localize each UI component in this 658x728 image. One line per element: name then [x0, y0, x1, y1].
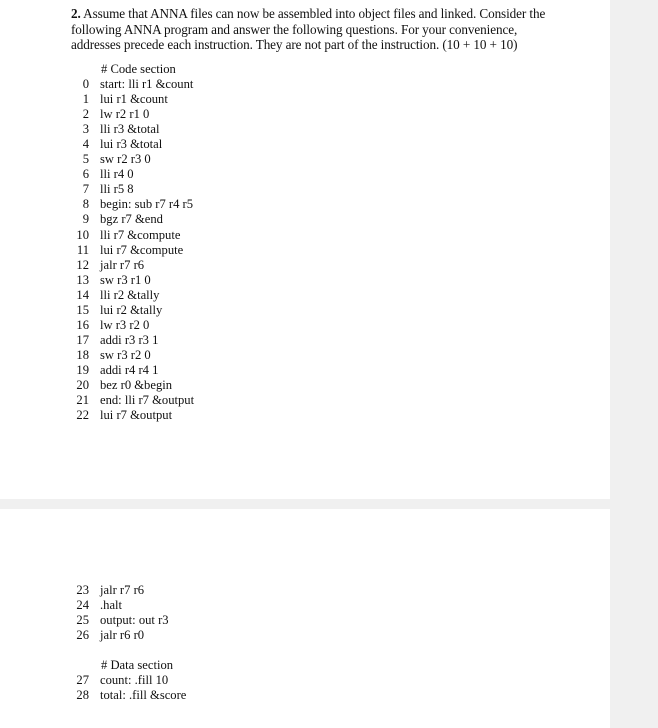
code-line [0, 598, 610, 613]
line-number: 23 [76, 583, 89, 597]
instruction: bez r0 &begin [100, 377, 173, 392]
code-line [0, 107, 610, 122]
code-line [0, 378, 610, 393]
code-line [0, 628, 610, 643]
code-line [0, 303, 610, 318]
code-line [0, 137, 610, 152]
code-line [0, 273, 610, 288]
code-line [0, 212, 610, 227]
code-line [0, 167, 610, 182]
line-number: 0 [82, 77, 89, 92]
line-number: 13 [76, 272, 89, 287]
code-line [0, 673, 610, 688]
instruction: jalr r7 r6 [100, 257, 145, 272]
instruction: lli r4 0 [100, 167, 134, 182]
line-number: 3 [82, 122, 89, 137]
line-number: 19 [76, 362, 89, 377]
instruction: lui r7 &compute [100, 242, 184, 257]
data-section-comment: # Data section [101, 658, 174, 673]
code-line [0, 333, 610, 348]
instruction: .halt [100, 598, 123, 613]
document-page-2 [0, 509, 610, 728]
instruction: lli r2 &tally [100, 287, 160, 302]
code-section-header [0, 62, 610, 77]
code-line [0, 408, 610, 423]
blank-line [0, 643, 610, 658]
instruction: jalr r6 r0 [100, 628, 145, 643]
line-number: 22 [76, 408, 89, 423]
line-number: 9 [82, 212, 89, 227]
line-number: 14 [76, 287, 89, 302]
question-number: 2. [71, 6, 81, 21]
instruction: lw r3 r2 0 [100, 317, 150, 332]
line-number: 25 [76, 613, 89, 628]
instruction: sw r2 r3 0 [100, 152, 151, 167]
question-body: Assume that ANNA files can now be assembled into object files and linked. Consider the following ANNA program and answer the following questions. For your convenience, addresses precede each instruction. They are not part of the instruction. (10 + 10 + 10) [71, 6, 546, 52]
line-number: 10 [76, 227, 89, 242]
line-number: 4 [82, 137, 89, 152]
code-line [0, 243, 610, 258]
code-line [0, 228, 610, 243]
code-line [0, 152, 610, 167]
line-number: 17 [76, 332, 89, 347]
instruction: lw r2 r1 0 [100, 107, 150, 122]
code-line [0, 288, 610, 303]
line-number: 8 [82, 197, 89, 212]
line-number: 28 [76, 688, 89, 703]
instruction: count: .fill 10 [100, 673, 169, 688]
code-line [0, 613, 610, 628]
line-number: 7 [82, 182, 89, 197]
instruction: total: .fill &score [100, 688, 187, 703]
instruction: sw r3 r2 0 [100, 347, 151, 362]
instruction: addi r3 r3 1 [100, 332, 159, 347]
instruction: lui r3 &total [100, 137, 163, 152]
line-number: 12 [76, 257, 89, 272]
line-number: 6 [82, 167, 89, 182]
code-line [0, 318, 610, 333]
code-line [0, 77, 610, 92]
line-number: 26 [76, 628, 89, 643]
line-number: 5 [82, 152, 89, 167]
instruction: lui r7 &output [100, 408, 173, 423]
instruction: addi r4 r4 1 [100, 362, 159, 377]
code-line [0, 688, 610, 703]
code-line [0, 348, 610, 363]
question-text [71, 6, 551, 53]
instruction: lui r1 &count [100, 92, 168, 107]
instruction: lui r2 &tally [100, 302, 163, 317]
line-number: 18 [76, 347, 89, 362]
line-number: 21 [76, 393, 89, 408]
instruction: jalr r7 r6 [100, 583, 145, 597]
instruction: end: lli r7 &output [100, 393, 195, 408]
code-line [0, 92, 610, 107]
instruction: begin: sub r7 r4 r5 [100, 197, 194, 212]
line-number: 24 [76, 598, 89, 613]
line-number: 15 [76, 302, 89, 317]
line-number: 16 [76, 317, 89, 332]
code-line [0, 122, 610, 137]
line-number: 1 [82, 92, 89, 107]
instruction: output: out r3 [100, 613, 169, 628]
code-listing-page-2 [0, 583, 610, 703]
code-line [0, 197, 610, 212]
code-line [0, 393, 610, 408]
line-number: 27 [76, 673, 89, 688]
code-line [0, 258, 610, 273]
line-number: 2 [82, 107, 89, 122]
instruction: lli r7 &compute [100, 227, 181, 242]
instruction: lli r5 8 [100, 182, 134, 197]
instruction: start: lli r1 &count [100, 77, 194, 92]
instruction: bgz r7 &end [100, 212, 163, 227]
code-line [0, 583, 610, 598]
line-number: 11 [76, 242, 89, 257]
code-section-comment: # Code section [101, 62, 176, 76]
instruction: lli r3 &total [100, 122, 160, 137]
line-number: 20 [76, 377, 89, 392]
code-line [0, 363, 610, 378]
instruction: sw r3 r1 0 [100, 272, 151, 287]
data-section-header [0, 658, 610, 673]
code-line [0, 182, 610, 197]
code-listing-page-1 [0, 62, 610, 423]
